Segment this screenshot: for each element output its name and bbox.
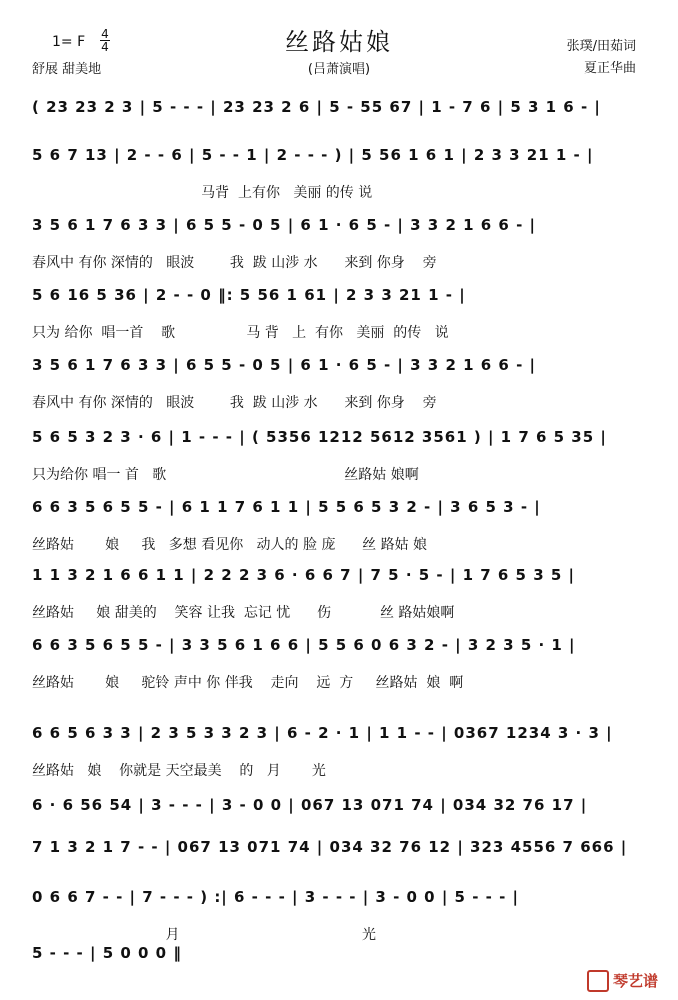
notes: 5 6 7 13 | 2 - - 6 | 5 - - 1 | 2 - - - ) | 5 56 1 6 1 | 2 3 3 21 1 - | bbox=[32, 146, 594, 164]
score-line bbox=[32, 356, 642, 411]
score-line bbox=[32, 838, 642, 878]
notes: 7 1 3 2 1 7 - - | 067 13 071 74 | 034 32 76 12 | 323 4556 7 666 | bbox=[32, 838, 628, 856]
time-signature-bottom: 4 bbox=[101, 40, 109, 54]
notes: 5 6 16 5 36 | 2 - - 0 ‖: 5 56 1 61 | 2 3 3 21 1 - | bbox=[32, 286, 466, 304]
logo-icon bbox=[587, 970, 609, 992]
logo-text: 琴艺谱 bbox=[612, 971, 658, 990]
lyrics: 月 光 bbox=[32, 927, 376, 943]
lyrics: 春风中 有你 深情的 眼波 我 跋 山涉 水 来到 你身 旁 bbox=[32, 255, 437, 271]
score-line bbox=[32, 146, 642, 201]
lyrics: 丝路姑 娘 我 多想 看见你 动人的 脸 庞 丝 路姑 娘 bbox=[32, 537, 428, 553]
score-line bbox=[32, 216, 642, 271]
score-line bbox=[32, 428, 642, 483]
lyrics: 丝路姑 娘 甜美的 笑容 让我 忘记 忧 伤 丝 路姑娘啊 bbox=[32, 605, 455, 621]
score-line bbox=[32, 286, 642, 341]
score-line bbox=[32, 566, 642, 621]
score-line bbox=[32, 636, 642, 691]
notes: 6 · 6 56 54 | 3 - - - | 3 - 0 0 | 067 13 071 74 | 034 32 76 17 | bbox=[32, 796, 588, 814]
notes: 6 6 3 5 6 5 5 - | 3 3 5 6 1 6 6 | 5 5 6 0 6 3 2 - | 3 2 3 5 · 1 | bbox=[32, 636, 576, 654]
lyrics: 春风中 有你 深情的 眼波 我 跋 山涉 水 来到 你身 旁 bbox=[32, 395, 437, 411]
notes: 1 1 3 2 1 6 6 1 1 | 2 2 2 3 6 · 6 6 7 | 7 5 · 5 - | 1 7 6 5 3 5 | bbox=[32, 566, 576, 584]
score-line bbox=[32, 796, 642, 836]
singer-credit: (吕萧演唱) bbox=[307, 62, 371, 77]
time-signature-top: 4 bbox=[101, 27, 109, 41]
score-line bbox=[32, 98, 642, 138]
lyrics: 只为给你 唱一 首 歌 丝路姑 娘啊 bbox=[32, 467, 419, 483]
lyrics: 马背 上有你 美丽 的传 说 bbox=[32, 185, 373, 201]
lyrics: 只为 给你 唱一首 歌 马 背 上 有你 美丽 的传 说 bbox=[32, 325, 449, 341]
notes: 3 5 6 1 7 6 3 3 | 6 5 5 - 0 5 | 6 1 · 6 5 - | 3 3 2 1 6 6 - | bbox=[32, 216, 537, 234]
song-title: 丝路姑娘 bbox=[285, 28, 393, 56]
notes: 5 - - - | 5 0 0 0 ‖ bbox=[32, 944, 182, 962]
credits bbox=[567, 36, 636, 80]
notes: 5 6 5 3 2 3 · 6 | 1 - - - | ( 5356 1212 5612 3561 ) | 1 7 6 5 35 | bbox=[32, 428, 607, 446]
lyricist: 张璞/田茹词 bbox=[566, 39, 636, 54]
site-logo bbox=[587, 970, 658, 993]
score-line bbox=[32, 724, 642, 779]
notes: 0 6 6 7 - - | 7 - - - ) :| 6 - - - | 3 - - - | 3 - 0 0 | 5 - - - | bbox=[32, 888, 520, 906]
composer: 夏正华曲 bbox=[583, 61, 636, 76]
notes: 6 6 3 5 6 5 5 - | 6 1 1 7 6 1 1 | 5 5 6 5 3 2 - | 3 6 5 3 - | bbox=[32, 498, 541, 516]
lyrics: 丝路姑 娘 驼铃 声中 你 伴我 走向 远 方 丝路姑 娘 啊 bbox=[32, 675, 464, 691]
time-signature bbox=[100, 28, 110, 53]
notes: 3 5 6 1 7 6 3 3 | 6 5 5 - 0 5 | 6 1 · 6 5 - | 3 3 2 1 6 6 - | bbox=[32, 356, 537, 374]
tempo-marking: 舒展 甜美地 bbox=[32, 62, 102, 77]
key-signature: 1= F bbox=[52, 34, 86, 50]
notes: 6 6 5 6 3 3 | 2 3 5 3 3 2 3 | 6 - 2 · 1 | 1 1 - - | 0367 1234 3 · 3 | bbox=[32, 724, 613, 742]
score-line bbox=[32, 498, 642, 553]
lyrics: 丝路姑 娘 你就是 天空最美 的 月 光 bbox=[32, 763, 326, 779]
score-line bbox=[32, 944, 642, 984]
notes: ( 23 23 2 3 | 5 - - - | 23 23 2 6 | 5 - 55 67 | 1 - 7 6 | 5 3 1 6 - | bbox=[32, 98, 601, 116]
score-line bbox=[32, 888, 642, 943]
